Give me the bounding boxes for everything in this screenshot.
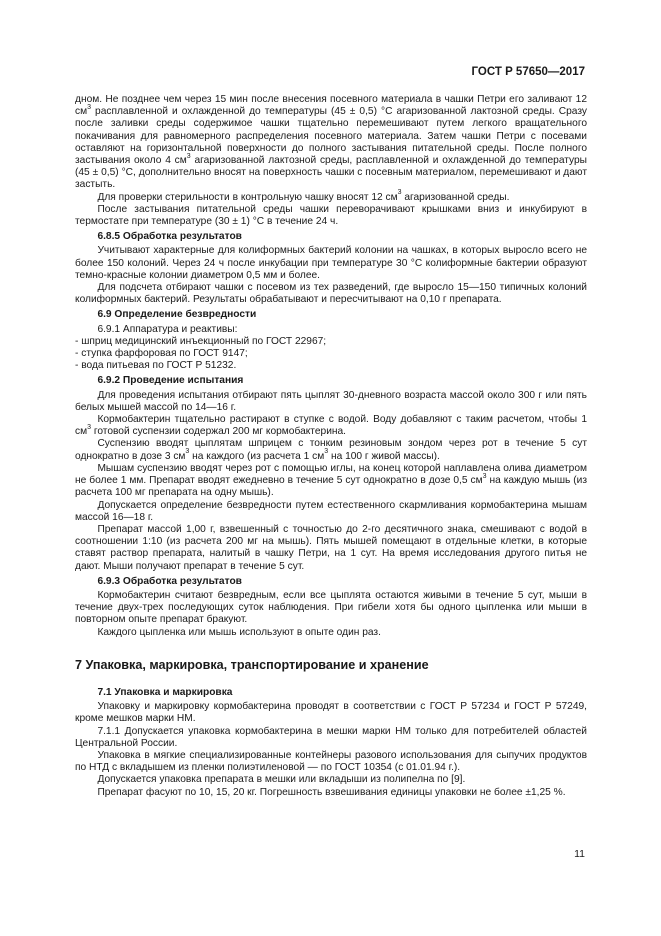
superscript: 3	[397, 189, 402, 197]
superscript: 3	[87, 103, 92, 111]
page-body	[75, 94, 587, 799]
section-heading: 6.8.5 Обработка результатов	[97, 231, 242, 243]
list-item: - ступка фарфоровая по ГОСТ 9147;	[75, 348, 248, 360]
paragraph	[75, 94, 587, 192]
text-run: Для проверки стерильности в контрольную чашку вносят 12 см	[97, 191, 398, 203]
text-run: на каждого (из расчета 1 см	[189, 450, 325, 462]
paragraph: 7.1.1 Допускается упаковка кормобактерина в мешки марки НМ только для потребителей областей Центральной России.	[75, 725, 587, 749]
superscript: 3	[185, 448, 190, 456]
superscript: 3	[87, 423, 92, 431]
superscript: 3	[324, 448, 329, 456]
paragraph	[75, 463, 587, 500]
text-run: готовой суспензии содержал 200 мг кормобактерина.	[91, 426, 347, 438]
section-heading: 6.9.3 Обработка результатов	[97, 575, 242, 587]
paragraph: 6.9.1 Аппаратура и реактивы:	[97, 323, 238, 335]
text-run: Кормобактерин тщательно растирают в ступке с водой. Воду добавляют с таким расчетом, чтобы 1 см	[75, 414, 587, 438]
paragraph	[75, 189, 587, 204]
list-item: - шприц медицинский инъекционный по ГОСТ 22967;	[75, 335, 327, 347]
paragraph: Допускается упаковка препарата в мешки или вкладыши из полипелна по [9].	[97, 774, 466, 786]
text-run: Суспензию вводят цыплятам шприцем с тонким резиновым зондом через рот в течение 5 сут однократно в дозе 3 см	[75, 438, 587, 462]
section-heading: 7.1 Упаковка и маркировка	[97, 686, 233, 698]
text-run: на 100 г живой массы).	[328, 450, 440, 462]
document-code: ГОСТ Р 57650—2017	[471, 66, 585, 78]
paragraph: Упаковка в мягкие специализированные контейнеры разового использования для сыпучих продуктов по НТД с вкладышем из пленки полиэтиленовой — по ГОСТ 10354 (с 01.01.94 г.).	[75, 749, 587, 774]
text-run: на каждую мышь (из расчета 100 мг препарата на одну мышь).	[75, 475, 588, 499]
paragraph: Для проведения испытания отбирают пять цыплят 30-дневного возраста массой около 300 г или пять белых мышей массой по 14—16 г.	[75, 389, 587, 413]
paragraph: Упаковку и маркировку кормобактерина проводят в соответствии с ГОСТ Р 57234 и ГОСТ Р 57249, кроме мешков марки НМ.	[75, 701, 587, 725]
paragraph: Препарат фасуют по 10, 15, 20 кг. Погрешность взвешивания единицы упаковки не более ±1,25 %.	[97, 786, 566, 798]
page-number: 11	[574, 848, 585, 860]
paragraph: Препарат массой 1,00 г, взвешенный с точностью до 2-го десятичного знака, смешивают с водой в соотношении 1:10 (из расчета 200 мг на мышь). Пять мышей помещают в отдельные клетки, в которые ставят раствор препарата, налитый в чашку Петри, на 1 сут. На время исследования другого питья не дают. Мыши получают препарат в течение 5 сут.	[75, 523, 587, 572]
paragraph: Учитывают характерные для колиформных бактерий колонии на чашках, в которых выросло всего не более 150 колоний. Через 24 ч после инкубации при температуре 30 °С колиформные бактерии образуют темно-красные колонии диаметром 0,5 мм и более.	[75, 245, 587, 281]
list-item: - вода питьевая по ГОСТ Р 51232.	[75, 360, 237, 372]
text-run: агаризованной среды.	[401, 191, 510, 203]
text-run: расплавленной и охлажденной до температуры (45 ± 0,5) °С агаризованной лактозной среды. Сразу после заливки среды содержимое чашки тщательно перемешивают путем легкого вращательного покачивания для равномерного распределения посевного материала. Затем чашки Петри с посевами оставляют на горизонтальной поверхности до полного застывания питательной среды. После полного застывания около 4 см	[75, 106, 587, 167]
paragraph: После застывания питательной среды чашки переворачивают крышками вниз и инкубируют в термостате при температуре (30 ± 1) °С в течение 24 ч.	[75, 203, 587, 228]
section-heading: 6.9 Определение безвредности	[97, 309, 257, 321]
paragraph: Для подсчета отбирают чашки с посевом из тех разведений, где выросло 15—150 типичных колоний колиформных бактерий. Результаты обрабатывают и пересчитывают на 0,10 г препарата.	[75, 282, 587, 306]
superscript: 3	[482, 472, 487, 480]
paragraph	[75, 414, 587, 438]
text-run: дном. Не позднее чем через 15 мин после внесения посевного материала в чашки Петри его заливают 12 см	[75, 94, 587, 118]
text-run: агаризованной лактозной среды, расплавленной и охлажденной до температуры (45 ± 0,5) °С, дополнительно вносят на поверхность чашки с посевным материалом, перемешивают и дают застыть.	[75, 155, 588, 191]
text-run: Мышам суспензию вводят через рот с помощью иглы, на конец которой наплавлена олива диаметром не более 1 мм. Препарат вводят ежедневно в течение 5 сут однократно в дозе 0,5 см	[75, 462, 587, 487]
paragraph: Каждого цыпленка или мышь используют в опыте один раз.	[97, 626, 381, 638]
paragraph: Допускается определение безвредности путем естественного скармливания кормобактерина мышам массой 16—18 г.	[75, 499, 587, 523]
chapter-heading: 7 Упаковка, маркировка, транспортирование и хранение	[75, 657, 429, 672]
paragraph: Кормобактерин считают безвредным, если все цыплята остаются живыми в течение 5 сут, мыши в течение двух-трех последующих суток наблюдения. При гибели хотя бы одного цыпленка или мыши в повторном опыте препарат бракуют.	[75, 589, 587, 626]
paragraph	[75, 438, 587, 462]
superscript: 3	[186, 152, 191, 160]
section-heading: 6.9.2 Проведение испытания	[97, 375, 244, 387]
